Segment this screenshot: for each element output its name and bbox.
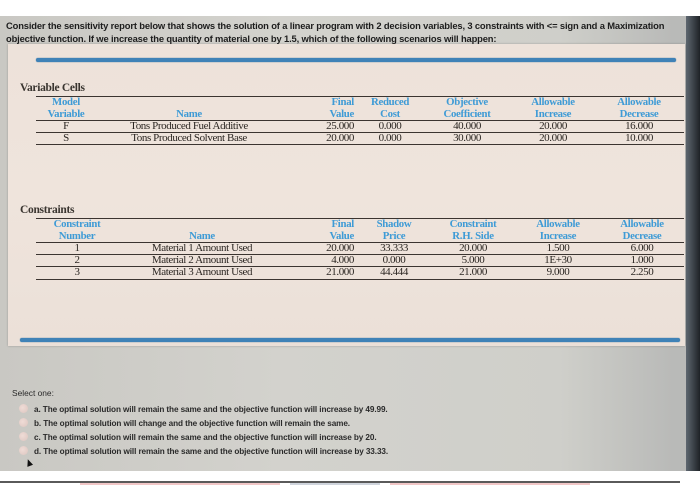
col-header-objective: Objective bbox=[422, 97, 512, 109]
cell-dec: 1.000 bbox=[600, 255, 684, 267]
sensitivity-report-image bbox=[8, 44, 685, 346]
cell-reduced: 0.000 bbox=[358, 121, 422, 133]
option-d-label[interactable]: d. The optimal solution will remain the same and the objective function will increase by 33.33. bbox=[34, 447, 389, 456]
col-header-blank bbox=[96, 97, 282, 109]
col-header-coefficient: Coefficient bbox=[422, 109, 512, 121]
radio-button-d[interactable] bbox=[19, 446, 28, 455]
col-header-model: Model bbox=[36, 97, 96, 109]
option-d[interactable] bbox=[19, 446, 532, 460]
cell-reduced: 0.000 bbox=[358, 133, 422, 145]
cell-name: Material 2 Amount Used bbox=[118, 255, 286, 267]
col-header-decrease: Decrease bbox=[594, 109, 684, 121]
cell-name: Tons Produced Solvent Base bbox=[96, 133, 282, 145]
col-header-number: Number bbox=[36, 231, 118, 243]
col-header-name: Name bbox=[118, 231, 286, 243]
radio-button-a[interactable] bbox=[19, 404, 28, 413]
table-row bbox=[36, 121, 684, 133]
option-b[interactable] bbox=[19, 418, 532, 432]
cell-inc: 1.500 bbox=[516, 243, 600, 255]
option-c[interactable] bbox=[19, 432, 532, 446]
cell-final: 4.000 bbox=[286, 255, 358, 267]
radio-button-c[interactable] bbox=[19, 432, 28, 441]
cell-dec: 10.000 bbox=[594, 133, 684, 145]
col-header-increase: Increase bbox=[516, 231, 600, 243]
question-text: Consider the sensitivity report below that shows the solution of a linear program with 2 decision variables, 3 constraints with <= sign and a Maximization objective function. If we increase the quantity of material one by 1.5, which of the following scenarios will happen: bbox=[6, 20, 665, 44]
table-row bbox=[36, 133, 684, 145]
cell-rhs: 20.000 bbox=[430, 243, 516, 255]
table-row bbox=[36, 243, 684, 255]
col-header-allowable-dec: Allowable bbox=[600, 219, 684, 231]
cell-final: 21.000 bbox=[286, 267, 358, 279]
col-header-name: Name bbox=[96, 109, 282, 121]
radio-button-b[interactable] bbox=[19, 418, 28, 427]
cell-dec: 2.250 bbox=[600, 267, 684, 279]
cell-final: 20.000 bbox=[282, 133, 358, 145]
cell-inc: 1E+30 bbox=[516, 255, 600, 267]
col-header-decrease: Decrease bbox=[600, 231, 684, 243]
col-header-rh-side: R.H. Side bbox=[430, 231, 516, 243]
cell-rhs: 5.000 bbox=[430, 255, 516, 267]
cell-inc: 20.000 bbox=[512, 121, 594, 133]
cell-var: S bbox=[36, 133, 96, 145]
option-a-label[interactable]: a. The optimal solution will remain the same and the objective function will increase by 49.99. bbox=[34, 405, 388, 414]
col-header-final: Final bbox=[282, 97, 358, 109]
option-a[interactable] bbox=[19, 404, 532, 418]
col-header-allowable-inc: Allowable bbox=[516, 219, 600, 231]
monitor-bezel bbox=[686, 16, 700, 471]
table-row bbox=[36, 267, 684, 279]
col-header-value: Value bbox=[286, 231, 358, 243]
cell-coef: 40.000 bbox=[422, 121, 512, 133]
col-header-value: Value bbox=[282, 109, 358, 121]
cell-num: 2 bbox=[36, 255, 118, 267]
option-b-label[interactable]: b. The optimal solution will change and the objective function will remain the same. bbox=[34, 419, 350, 428]
col-header-cost: Cost bbox=[358, 109, 422, 121]
cell-num: 3 bbox=[36, 267, 118, 279]
col-header-variable: Variable bbox=[36, 109, 96, 121]
cell-name: Tons Produced Fuel Additive bbox=[96, 121, 282, 133]
cell-dec: 16.000 bbox=[594, 121, 684, 133]
answer-options bbox=[12, 388, 532, 460]
col-header-allowable-dec: Allowable bbox=[594, 97, 684, 109]
col-header-blank bbox=[118, 219, 286, 231]
cell-dec: 6.000 bbox=[600, 243, 684, 255]
cell-rhs: 21.000 bbox=[430, 267, 516, 279]
constraints-title: Constraints bbox=[20, 204, 75, 216]
col-header-reduced: Reduced bbox=[358, 97, 422, 109]
cell-final: 20.000 bbox=[286, 243, 358, 255]
variable-cells-title: Variable Cells bbox=[20, 82, 85, 94]
cell-inc: 9.000 bbox=[516, 267, 600, 279]
top-divider-bar bbox=[36, 58, 676, 62]
col-header-constraint-rhs: Constraint bbox=[430, 219, 516, 231]
col-header-increase: Increase bbox=[512, 109, 594, 121]
col-header-allowable-inc: Allowable bbox=[512, 97, 594, 109]
option-c-label[interactable]: c. The optimal solution will remain the same and the objective function will increase by 20. bbox=[34, 433, 377, 442]
col-header-shadow: Shadow bbox=[358, 219, 430, 231]
cell-inc: 20.000 bbox=[512, 133, 594, 145]
cell-final: 25.000 bbox=[282, 121, 358, 133]
table-row bbox=[36, 255, 684, 267]
cell-shadow: 44.444 bbox=[358, 267, 430, 279]
select-one-label: Select one: bbox=[12, 388, 54, 398]
col-header-constraint: Constraint bbox=[36, 219, 118, 231]
col-header-final: Final bbox=[286, 219, 358, 231]
constraints-table bbox=[36, 218, 684, 280]
cell-shadow: 33.333 bbox=[358, 243, 430, 255]
cell-shadow: 0.000 bbox=[358, 255, 430, 267]
col-header-price: Price bbox=[358, 231, 430, 243]
cell-coef: 30.000 bbox=[422, 133, 512, 145]
variable-cells-table bbox=[36, 96, 684, 145]
cell-name: Material 3 Amount Used bbox=[118, 267, 286, 279]
bottom-divider-bar bbox=[20, 338, 680, 342]
cell-num: 1 bbox=[36, 243, 118, 255]
cell-name: Material 1 Amount Used bbox=[118, 243, 286, 255]
cell-var: F bbox=[36, 121, 96, 133]
